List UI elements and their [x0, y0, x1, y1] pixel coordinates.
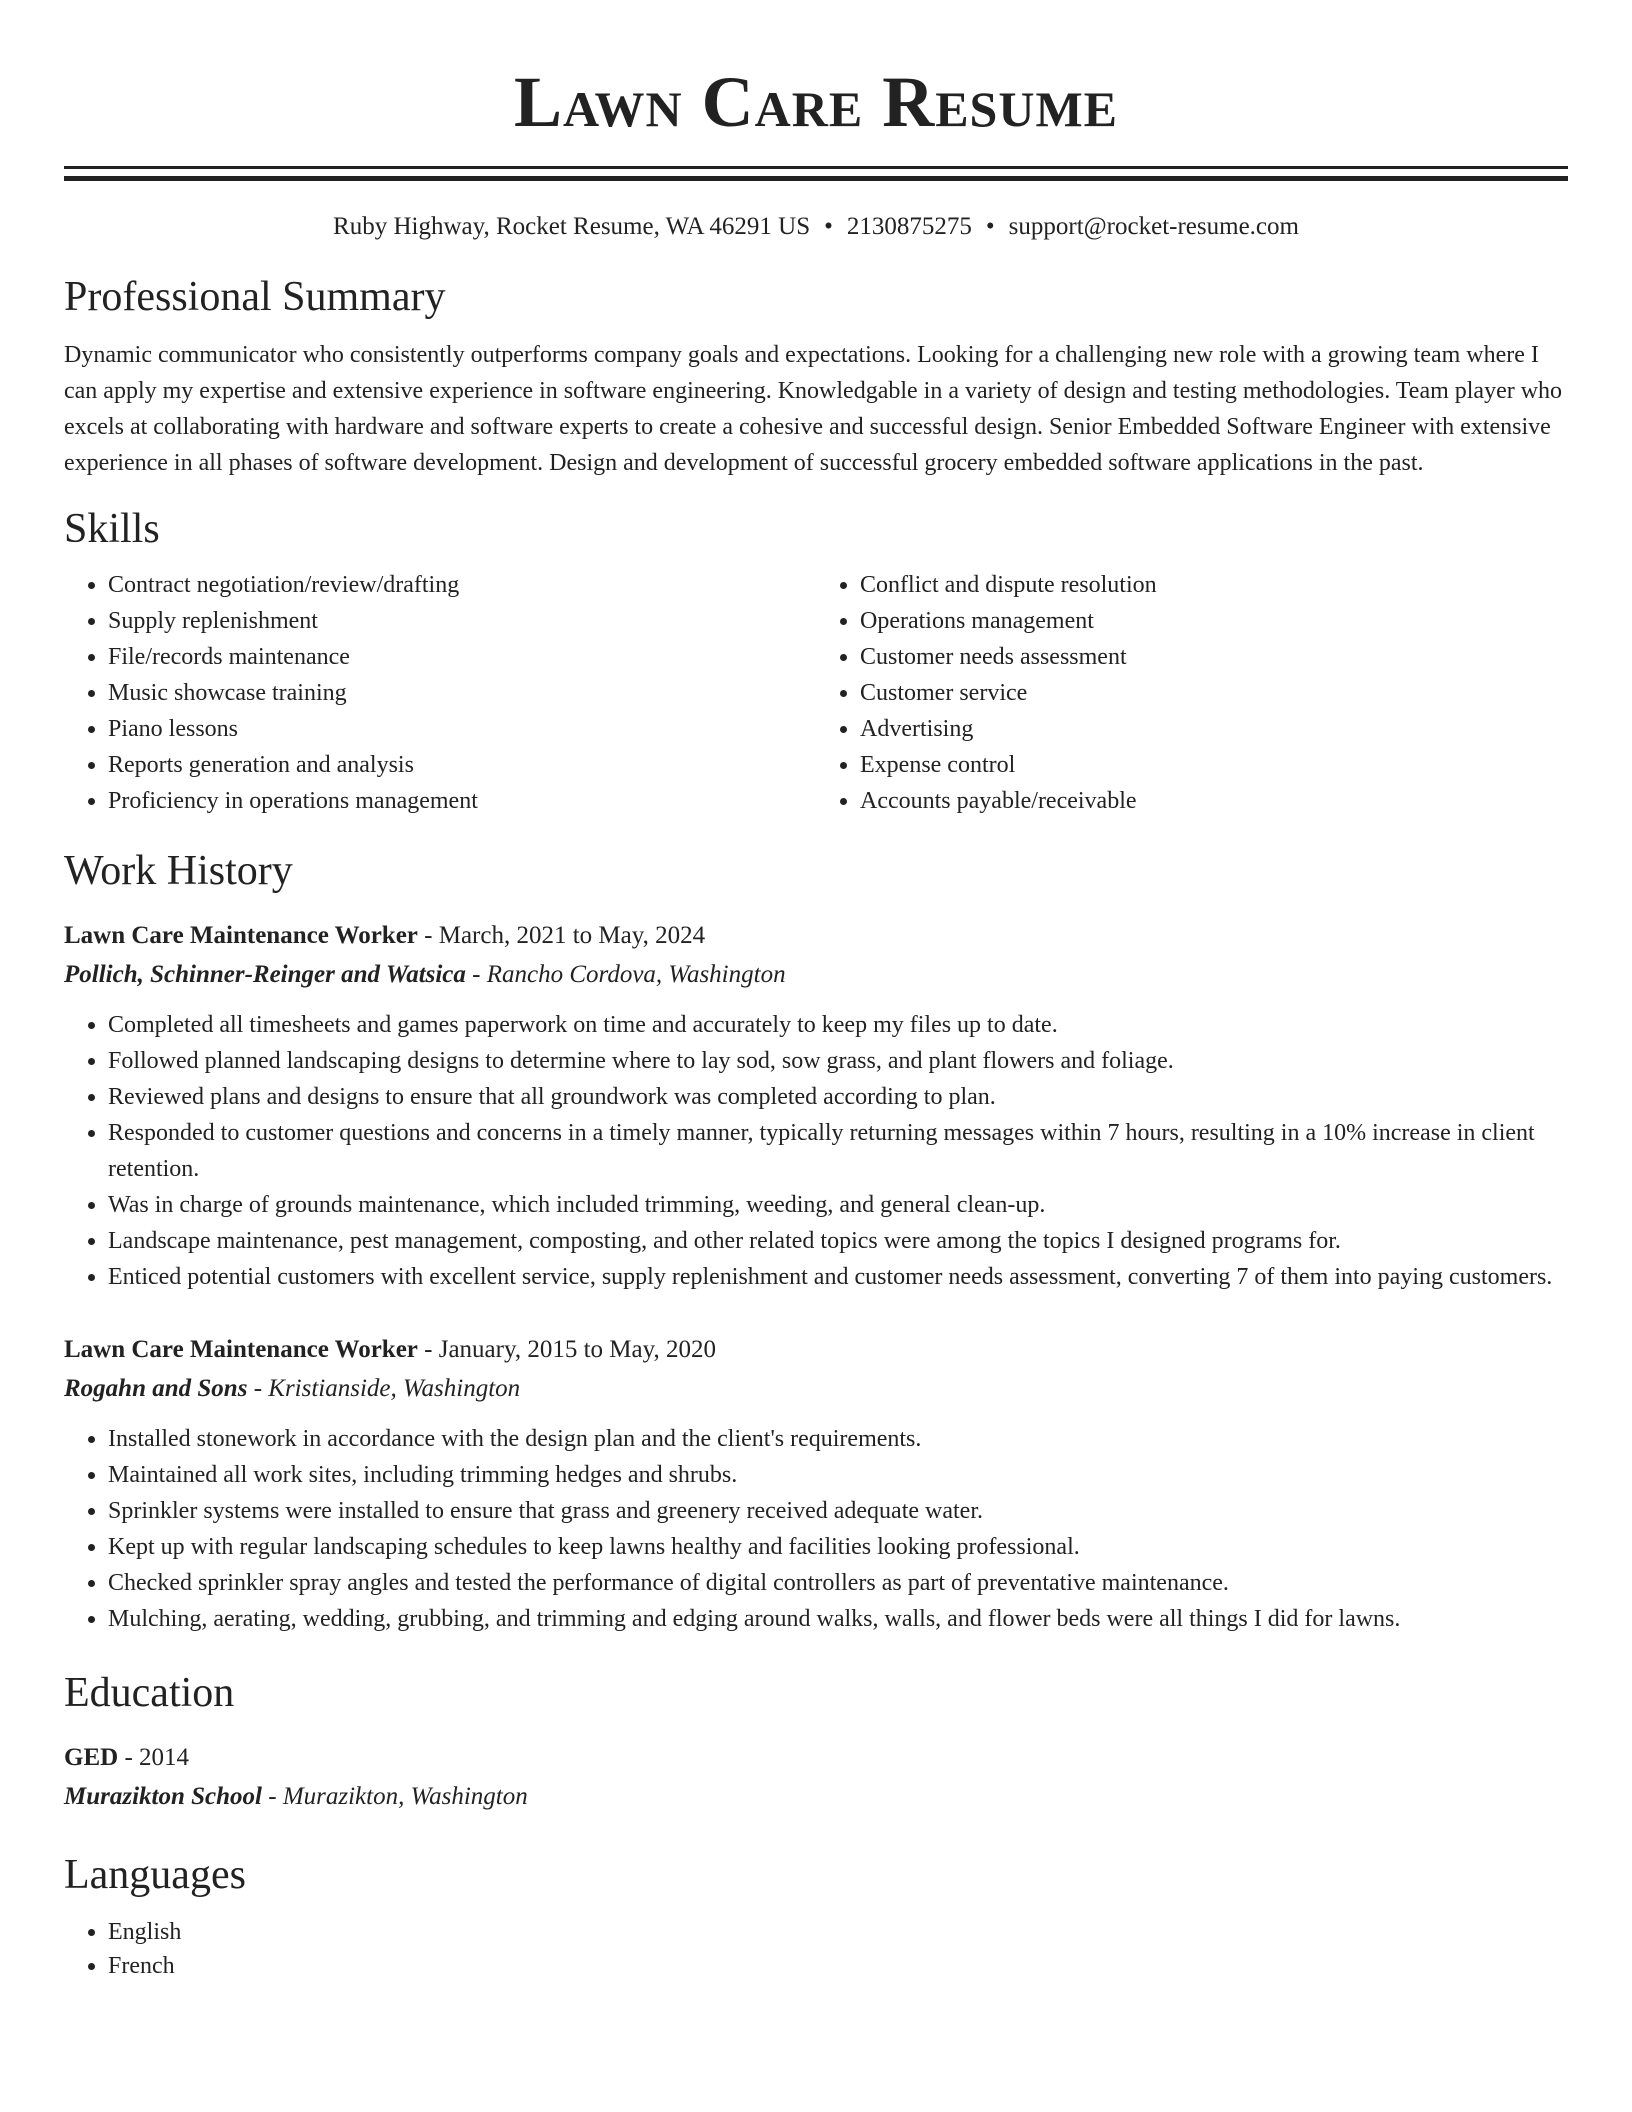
- education-header: [64, 1739, 1568, 1777]
- job-bullet: • Mulching, aerating, wedding, grubbing, and trimming and edging around walks, walls, and flower beds were all things I did for lawns.: [108, 1601, 1568, 1637]
- skill-item: • Customer needs assessment: [860, 639, 1568, 675]
- skill-item: • Expense control: [860, 747, 1568, 783]
- job-header: [64, 917, 1568, 955]
- section-heading-education: Education: [64, 1670, 235, 1716]
- title-divider-bottom: [64, 176, 1568, 181]
- job-bullet: • Reviewed plans and designs to ensure that all groundwork was completed according to plan.: [108, 1079, 1568, 1115]
- job-bullet: • Maintained all work sites, including trimming hedges and shrubs.: [108, 1457, 1568, 1493]
- contact-line: [64, 211, 1568, 243]
- contact-separator: •: [824, 213, 833, 240]
- job-header: [64, 1331, 1568, 1369]
- skill-item: • Accounts payable/receivable: [860, 783, 1568, 819]
- job-entry: [64, 917, 1568, 1295]
- skills-list-right: [816, 567, 1568, 819]
- skill-item: • Advertising: [860, 711, 1568, 747]
- summary-text: Dynamic communicator who consistently outperforms company goals and expectations. Looking for a challenging new role with a growing team where I can apply my expertise and extensive experience in software engineering. Knowledgable in a variety of design and testing methodologies. Team player who excels at collaborating with hardware and software experts to create a cohesive and successful design. Senior Embedded Software Engineer with extensive experience in all phases of software development. Design and development of successful grocery embedded software applications in the past.: [64, 342, 1563, 476]
- skill-item: • Conflict and dispute resolution: [860, 567, 1568, 603]
- education-institution: [64, 1777, 1568, 1817]
- resume-title: Lawn Care Resume: [513, 62, 1119, 142]
- skill-item: • Piano lessons: [108, 711, 816, 747]
- skill-item: • Reports generation and analysis: [108, 747, 816, 783]
- job-bullet: • Completed all timesheets and games paperwork on time and accurately to keep my files up to date.: [108, 1007, 1568, 1043]
- skill-item: • Operations management: [860, 603, 1568, 639]
- job-entry: [64, 1331, 1568, 1637]
- contact-phone: 2130875275: [846, 213, 972, 240]
- job-bullet: • Landscape maintenance, pest management, composting, and other related topics were among the topics I designed programs for.: [108, 1223, 1568, 1259]
- job-company: Rogahn and Sons: [64, 1375, 248, 1402]
- job-bullet-list: [64, 1421, 1568, 1637]
- job-location: - Kristianside, Washington: [247, 1375, 521, 1402]
- section-heading-work-history: Work History: [64, 848, 293, 894]
- language-item: • French: [108, 1949, 1568, 1983]
- skill-item: • Proficiency in operations management: [108, 783, 816, 819]
- skills-list-left: [64, 567, 816, 819]
- job-company: Pollich, Schinner-Reinger and Watsica: [64, 961, 466, 988]
- job-bullet: • Responded to customer questions and concerns in a timely manner, typically returning messages within 7 hours, resulting in a 10% increase in client retention.: [108, 1115, 1568, 1187]
- section-heading-languages: Languages: [64, 1852, 246, 1898]
- skill-item: • Music showcase training: [108, 675, 816, 711]
- skill-item: • Customer service: [860, 675, 1568, 711]
- job-title: Lawn Care Maintenance Worker: [64, 922, 418, 949]
- skill-item: • Contract negotiation/review/drafting: [108, 567, 816, 603]
- job-bullet: • Followed planned landscaping designs to determine where to lay sod, sow grass, and plant flowers and foliage.: [108, 1043, 1568, 1079]
- skills-columns: [64, 567, 1568, 819]
- contact-email: support@rocket-resume.com: [1008, 213, 1299, 240]
- languages-list: [64, 1915, 1568, 1983]
- contact-separator: •: [985, 213, 995, 240]
- skill-item: • Supply replenishment: [108, 603, 816, 639]
- education-school: Murazikton School: [64, 1783, 262, 1810]
- contact-address: Ruby Highway, Rocket Resume, WA 46291 US: [333, 213, 811, 240]
- education-location: - Murazikton, Washington: [262, 1783, 528, 1810]
- skill-item: • File/records maintenance: [108, 639, 816, 675]
- job-employer: [64, 1369, 1568, 1409]
- job-bullet: • Sprinkler systems were installed to ensure that grass and greenery received adequate water.: [108, 1493, 1568, 1529]
- job-employer: [64, 955, 1568, 995]
- education-year: - 2014: [118, 1744, 190, 1771]
- job-bullet: • Kept up with regular landscaping schedules to keep lawns healthy and facilities looking professional.: [108, 1529, 1568, 1565]
- section-heading-skills: Skills: [64, 506, 160, 552]
- job-bullet: • Was in charge of grounds maintenance, which included trimming, weeding, and general clean-up.: [108, 1187, 1568, 1223]
- job-title: Lawn Care Maintenance Worker: [64, 1336, 418, 1363]
- job-bullet: • Installed stonework in accordance with the design plan and the client's requirements.: [108, 1421, 1568, 1457]
- section-heading-summary: Professional Summary: [64, 274, 446, 320]
- job-bullet: • Enticed potential customers with excellent service, supply replenishment and customer needs assessment, converting 7 of them into paying customers.: [108, 1259, 1568, 1295]
- job-location: - Rancho Cordova, Washington: [465, 961, 786, 988]
- job-dates: - March, 2021 to May, 2024: [417, 922, 706, 949]
- job-bullet: • Checked sprinkler spray angles and tested the performance of digital controllers as part of preventative maintenance.: [108, 1565, 1568, 1601]
- language-item: • English: [108, 1915, 1568, 1949]
- job-dates: - January, 2015 to May, 2020: [417, 1336, 717, 1363]
- title-divider-top: [64, 166, 1568, 169]
- job-bullet-list: [64, 1007, 1568, 1295]
- education-degree: GED: [64, 1744, 119, 1771]
